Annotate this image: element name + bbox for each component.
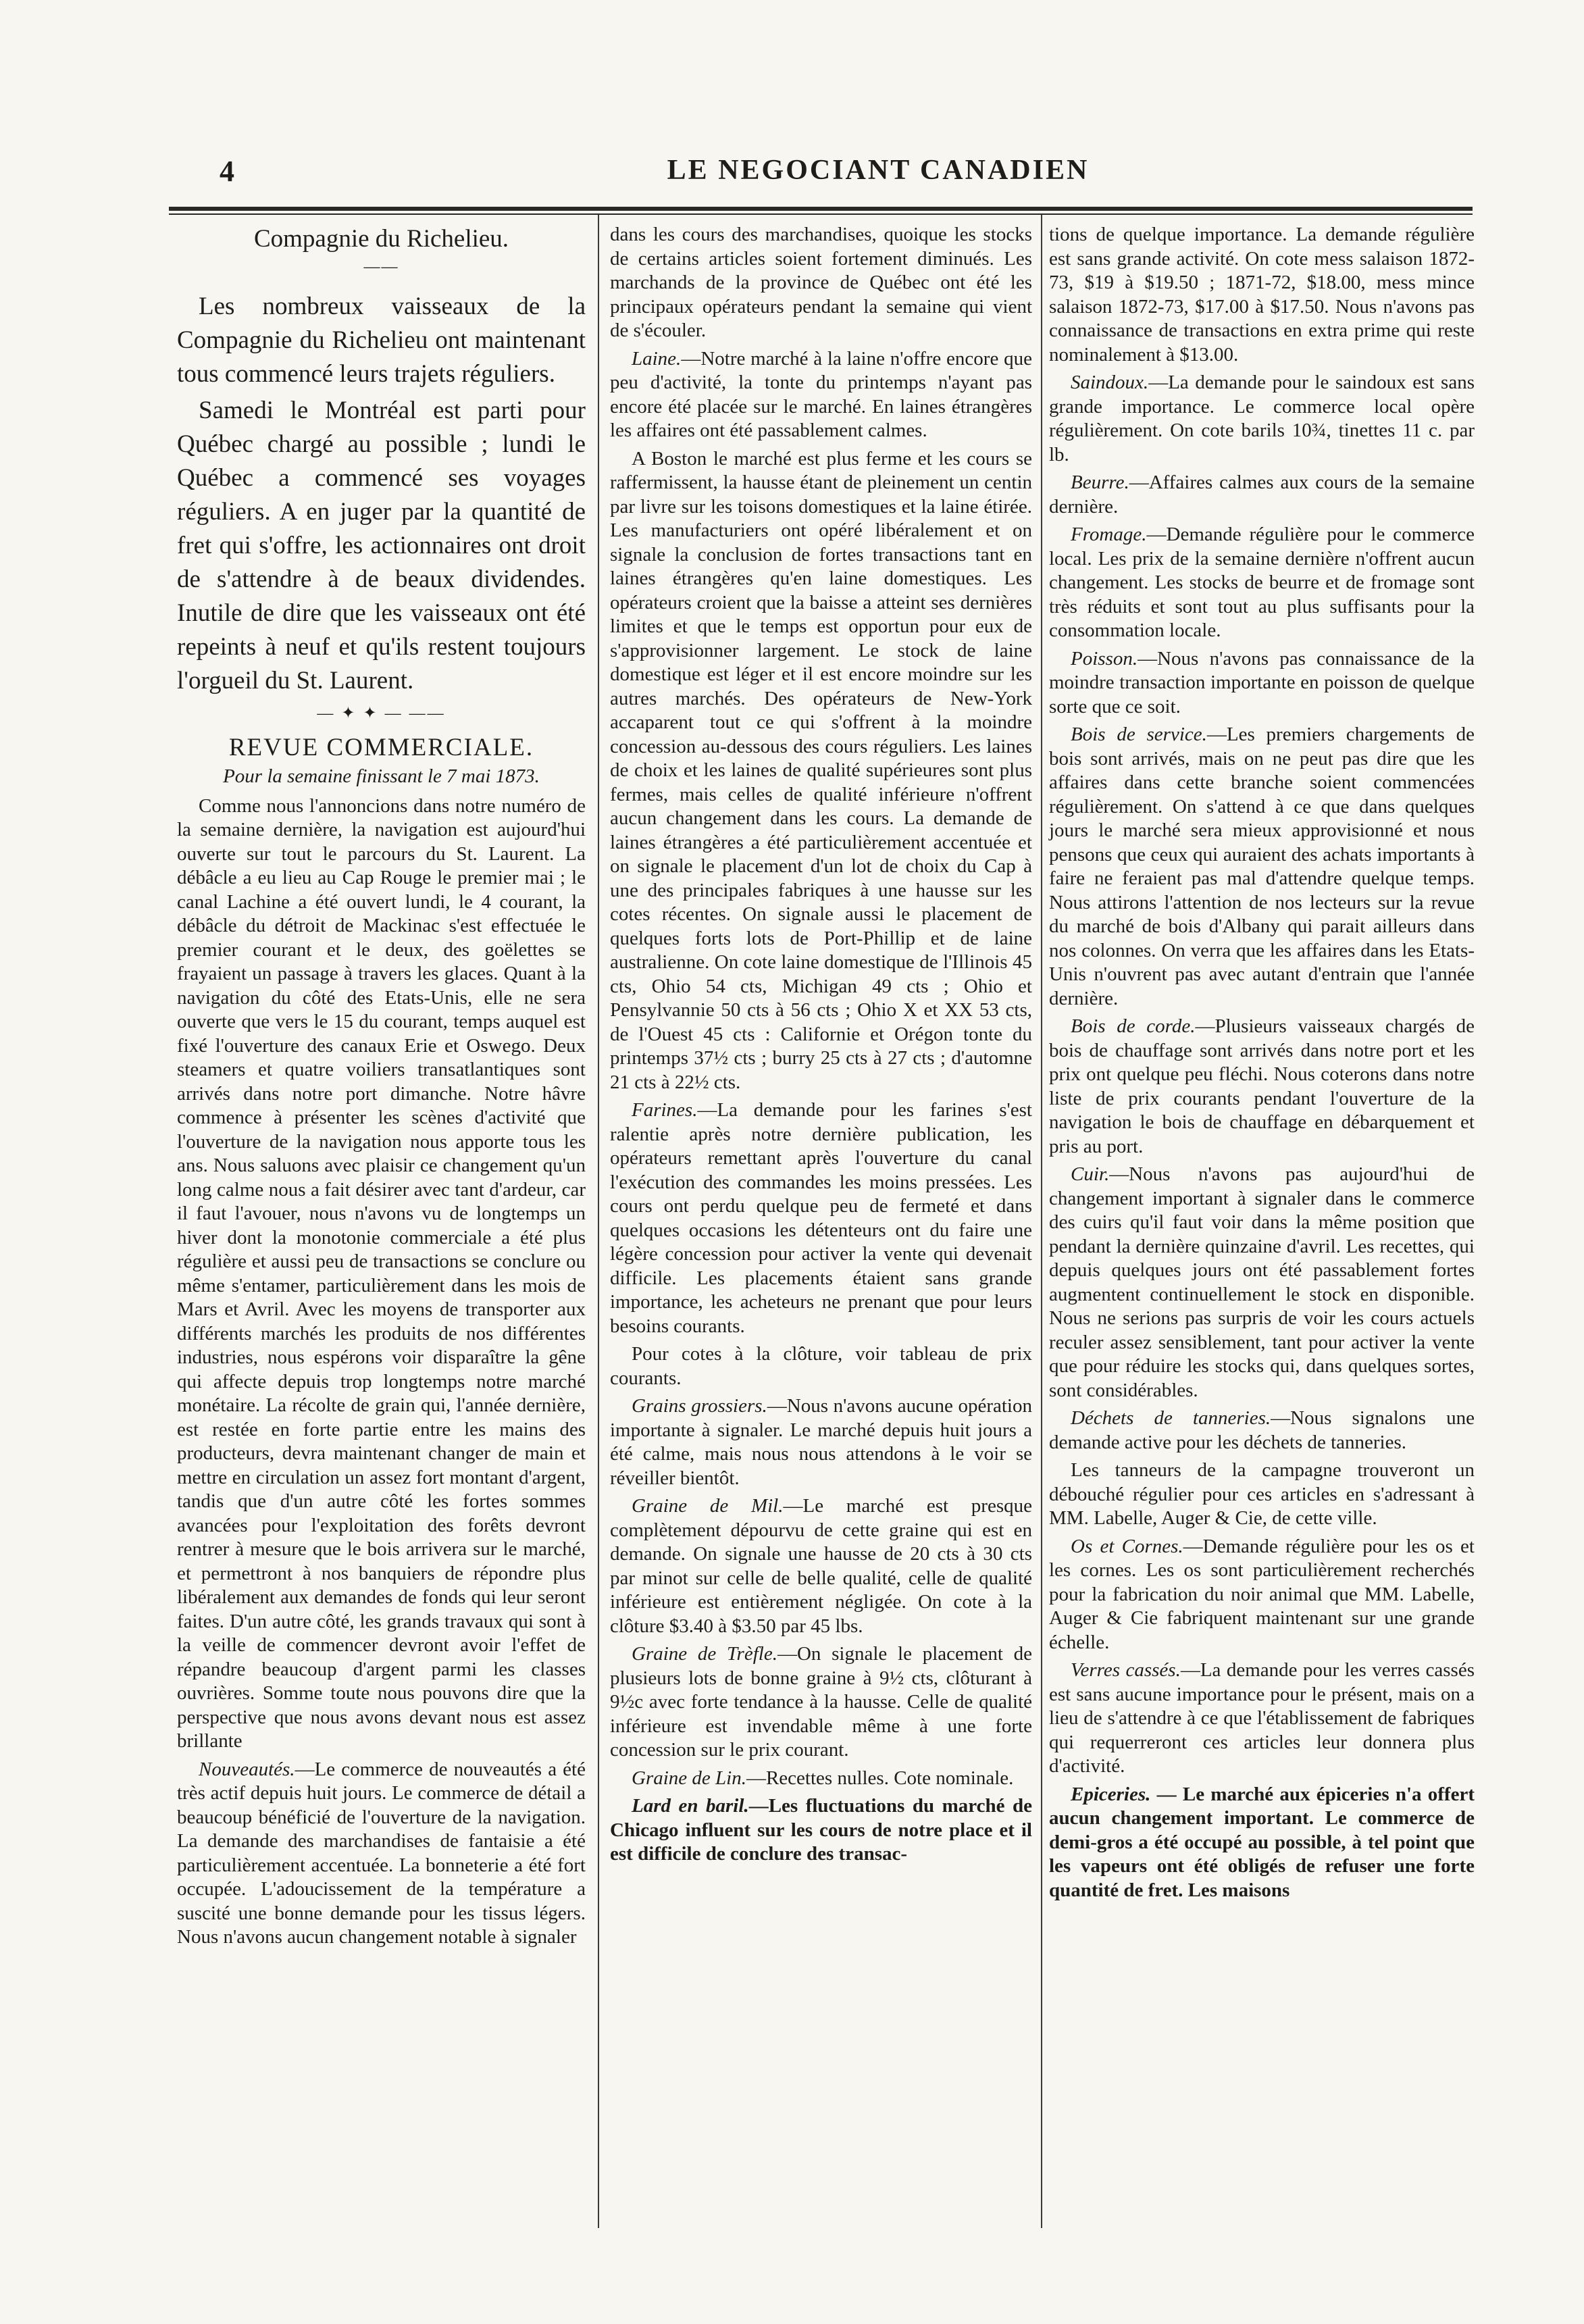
paragraph-text: —Plusieurs vaisseaux chargés de bois de chauffage sont arrivés dans notre port et les prix ont quelque peu fléchi. Nous coterons dans notre liste de prix courants pendant l'ouverture de la navigation le bois de chauffage en débarquement et pris au port.: [1049, 1015, 1475, 1157]
paragraph-lin: [610, 1767, 1032, 1791]
run-in-head: Os et Cornes.: [1071, 1535, 1183, 1557]
run-in-head: Laine.: [632, 347, 682, 370]
paragraph-text: —Nous signalons une demande active pour les déchets de tanneries.: [1049, 1407, 1475, 1453]
paragraph-text: —Demande régulière pour le commerce local. Les prix de la semaine dernière n'offrent aucun changement. Les stocks de beurre et de fromage sont très réduits et sont tout au plus suffisants pour la consommation locale.: [1049, 524, 1475, 641]
paragraph-text: —La demande pour les verres cassés est sans aucune importance pour le présent, mais on a lieu de s'attendre à ce que l'établissement de fabriques qui requerreront ces articles leur donnera plus d'activité.: [1049, 1659, 1475, 1777]
header-rule-thin: [169, 213, 1473, 215]
run-in-head: Graine de Trèfle.: [632, 1643, 777, 1665]
masthead-title: LE NEGOCIANT CANADIEN: [667, 155, 1090, 186]
run-in-head: Fromage.: [1071, 524, 1147, 545]
title-dash: ——: [363, 257, 399, 276]
column-divider: [598, 215, 599, 2228]
paragraph-bois-corde: [1049, 1015, 1475, 1159]
paragraph-dechets: [1049, 1407, 1475, 1455]
column-divider: [1041, 215, 1042, 2228]
paragraph-text: —Nous n'avons pas connaissance de la moindre transaction importante en poisson de quelque sorte que ce soit.: [1049, 647, 1475, 717]
paragraph-text: —Nous n'avons aucune opération importante à signaler. Le marché depuis huit jours a été calme, mais nous nous attendons à le voir se réveiller bientôt.: [610, 1395, 1032, 1489]
paragraph-text: —Les fluctuations du marché de Chicago influent sur les cours de notre place et il est difficile de conclure des transac-: [610, 1795, 1033, 1865]
paragraph-text: —Nous n'avons pas aujourd'hui de changement important à signaler dans le commerce des cuirs qu'il faut voir dans la même position que pendant la dernière quinzaine d'avril. Les recettes, qui depuis quelques jours ont été passablement fortes augmentent continuellement le stock en disponible. Nous ne serions pas surpris de voir les cours actuels reculer assez sensiblement, tant pour activer la vente que pour réduire les stocks qui, dans quelques sortes, sont considérables.: [1049, 1163, 1475, 1401]
run-in-head: Nouveautés.: [199, 1758, 295, 1780]
article-title-richelieu: Compagnie du Richelieu.: [253, 225, 509, 253]
paragraph: Les tanneurs de la campagne trouveront un débouché régulier pour ces articles en s'adressant à MM. Labelle, Auger & Cie, de cette ville.: [1049, 1459, 1475, 1529]
paragraph-cuir: [1049, 1163, 1475, 1403]
run-in-head: Epiceries.: [1071, 1783, 1151, 1805]
column-2: [610, 223, 1032, 1871]
run-in-head: Beurre.: [1071, 472, 1129, 493]
paragraph-text: — Le marché aux épiceries n'a offert aucun changement important. Le commerce de demi-gros a été occupé au possible, à tel point que les vapeurs ont été obligés de refuser une forte quantité de fret. Les maisons: [1049, 1783, 1475, 1901]
paragraph-mil: [610, 1494, 1032, 1638]
paragraph: dans les cours des marchandises, quoique les stocks de certains articles soient fortement diminués. Les marchands de la province de Québec ont été les principaux opérateurs pendant la semaine qui vient de s'écouler.: [610, 224, 1032, 341]
paragraph-beurre: [1049, 471, 1475, 519]
column-1: [177, 223, 586, 1954]
run-in-head: Cuir.: [1071, 1163, 1110, 1185]
paragraph-poisson: [1049, 647, 1475, 719]
paragraph-saindoux: [1049, 371, 1475, 467]
run-in-head: Graine de Mil.: [632, 1495, 784, 1517]
paragraph-text: —Les premiers chargements de bois sont arrivés, mais on ne peut pas dire que les affaires dans cette branche soient commencées régulièrement. On s'attend à ce que dans quelques jours le marché sera mieux approvisionné et nous pensons que ceux qui auraient des achats importants à faire ne feraient pas mal d'attendre quelque temps. Nous attirons l'attention de nos lecteurs sur la revue du marché de bois d'Albany qui parait ailleurs dans nos colonnes. On verra que les affaires dans les Etats-Unis n'ouvrent pas avec autant d'entrain que l'année dernière.: [1049, 724, 1475, 1009]
header-rule: [169, 207, 1473, 211]
paragraph-text: —La demande pour les farines s'est ralentie après notre dernière publication, les opérateurs remettant après l'ouverture du canal l'exécution des commandes les moins pressées. Les cours ont perdu quelque peu de fermeté et dans quelques occasions les détenteurs ont du faire une légère concession pour activer la vente qui devenait difficile. Les placements étaient sans grande importance, les acheteurs ne prenant que pour leurs besoins courants.: [610, 1099, 1032, 1337]
paragraph-text: —Le marché est presque complètement dépourvu de cette graine qui est en demande. On signale une hausse de 20 cts à 30 cts par minot sur celle de belle qualité, celle de qualité inférieure est entièrement négligée. On cote à la clôture $3.40 à $3.50 par 45 lbs.: [610, 1495, 1032, 1637]
run-in-head: Bois de corde.: [1071, 1015, 1196, 1037]
run-in-head: Lard en baril.: [632, 1795, 749, 1817]
paragraph-lard: [610, 1794, 1032, 1867]
paragraph-trefle: [610, 1642, 1032, 1763]
paragraph-epiceries: [1049, 1783, 1475, 1903]
paragraph: A Boston le marché est plus ferme et les cours se raffermissent, la hausse étant de pleinement un centin par livre sur les toisons domestiques et la laine étirée. Les manufacturiers ont opéré libéralement et on signale la conclusion de fortes transactions tant en laines étrangères qu'en laine domestiques. Les opérateurs croient que la baisse a atteint ses dernières limites et que le temps est opportun pour eux de s'approvisionner largement. Le stock de laine domestique est léger et il est encore moindre sur les autres marchés. Des opérateurs de New-York accaparent tout ce qui s'offrent à la moindre concession au-dessous des cours réguliers. Les laines de choix et les laines de qualité supérieures sont plus fermes, mais celles de qualité inférieure n'offrent aucun changement dans les cours. La demande de laines étrangères a été particulièrement accentuée et on signale le placement d'un lot de choix du Cap à une des principales fabriques à une hausse sur les cotes récentes. On signale aussi le placement de quelques forts lots de Port-Phillip et de laine australienne. On cote laine domestique de l'Illinois 45 cts, Ohio 54 cts, Michigan 49 cts ; Ohio et Pensylvannie 50 cts à 56 cts ; Ohio X et XX 53 cts, de l'Ouest 45 cts : Californie et Orégon tonte du printemps 37½ cts ; burry 25 cts à 27 cts ; d'automne 21 cts à 22½ cts.: [610, 447, 1032, 1093]
page-number: 4: [220, 155, 234, 188]
section-separator: — ✦ ✦ — ——: [317, 705, 446, 722]
paragraph: Comme nous l'annoncions dans notre numéro de la semaine dernière, la navigation est aujourd'hui ouverte sur tout le parcours du St. Laurent. La débâcle a eu lieu au Cap Rouge le premier mai ; le canal Lachine a été ouvert lundi, le 4 courant, la débâcle du détroit de Mackinac s'est effectuée le premier courant et le deux, des goëlettes se frayaient un passage à travers les glaces. Quant à la navigation du côté des Etats-Unis, elle ne sera ouverte que vers le 15 du courant, temps auquel est fixé l'ouverture des canaux Erie et Oswego. Deux steamers et quatre voiliers transatlantiques sont arrivés dans notre port dimanche. Notre hâvre commence à présenter les scènes d'activité que l'ouverture de la navigation nous apporte tous les ans. Nous saluons avec plaisir ce changement qu'un long calme nous a fait désirer avec tant d'ardeur, car il faut l'avouer, nous n'avons vu de longtemps un hiver dont la monotonie commerciale a été plus régulière et aussi peu de transactions se conclure ou même s'entamer, particulièrement dans les mois de Mars et Avril. Avec les moyens de transporter aux différents marchés les produits de nos différentes industries, nous espérons voir disparaître la gêne qui affecte depuis trop longtemps notre marché monétaire. La récolte de grain qui, l'année dernière, est restée en forte partie entre les mains des producteurs, devra maintenant changer de main et mettre en circulation un assez fort montant d'argent, tandis que d'un autre côté les fortes sommes avancées pour l'exploitation des forêts devront rentrer à mesure que le bois arrivera sur le marché, et permettront à nos banquiers de répondre plus libéralement aux demandes de fonds qui leur seront faites. D'un autre côté, les grands travaux qui sont à la veille de commencer devront avoir l'effet de répandre beaucoup d'argent parmi les classes ouvrières. Somme toute nous pouvons dire que la perspective que nous avons devant nous est assez brillante: [177, 794, 586, 1752]
paragraph-text: —Le commerce de nouveautés a été très actif depuis huit jours. Le commerce de détail a beaucoup bénéficié de l'ouverture de la navigation. La demande des marchandises de fantaisie a été particulièrement accentuée. La bonneterie a été fort occupée. L'adoucissement de la température a suscité une bonne demande pour les tissus légers. Nous n'avons aucun changement notable à signaler: [177, 1758, 586, 1948]
paragraph-text: —Notre marché à la laine n'offre encore que peu d'activité, la tonte du printemps n'ayant pas encore été placée sur le marché. En laines étrangères les affaires ont été passablement calmes.: [610, 347, 1032, 441]
run-in-head: Graine de Lin.: [632, 1767, 746, 1789]
column-3: [1049, 223, 1475, 1906]
paragraph-text: —La demande pour le saindoux est sans grande importance. Le commerce local opère régulièrement. On cote barils 10¾, tinettes 11 c. par lb.: [1049, 372, 1475, 465]
paragraph-text: —On signale le placement de plusieurs lots de bonne graine à 9½ cts, clôturant à 9½c avec forte tendance à la hausse. Celle de qualité inférieure est invendable même à une forte concession sur le prix courant.: [610, 1643, 1032, 1761]
run-in-head: Poisson.: [1071, 647, 1138, 670]
run-in-head: Farines.: [632, 1099, 698, 1121]
run-in-head: Bois de service.: [1071, 724, 1207, 745]
run-in-head: Saindoux.: [1071, 372, 1149, 393]
paragraph-fromage: [1049, 523, 1475, 643]
richelieu-article: [177, 290, 586, 698]
paragraph: tions de quelque importance. La demande régulière est sans grande activité. On cote mess salaison 1872-73, $19 à $19.50 ; 1871-72, $18.00, mess mince salaison 1872-73, $17.00 à $17.50. Nous n'avons pas connaissance de transactions en extra prime qui reste nominalement à $13.00.: [1049, 224, 1475, 365]
paragraph-os: [1049, 1535, 1475, 1655]
paragraph: Pour cotes à la clôture, voir tableau de prix courants.: [610, 1343, 1032, 1389]
article-title-revue: REVUE COMMERCIALE.: [228, 733, 534, 761]
paragraph-bois-service: [1049, 723, 1475, 1011]
paragraph-text: —Demande régulière pour les os et les cornes. Les os sont particulièrement recherchés pour la fabrication du noir animal que MM. Labelle, Auger & Cie fabriquent maintenant sur une grande échelle.: [1049, 1535, 1475, 1653]
paragraph-grains: [610, 1394, 1032, 1490]
paragraph-verres: [1049, 1659, 1475, 1779]
paragraph: Les nombreux vaisseaux de la Compagnie du Richelieu ont maintenant tous commencé leurs trajets réguliers.: [177, 293, 586, 388]
paragraph-text: —Recettes nulles. Cote nominale.: [746, 1767, 1014, 1789]
run-in-head: Déchets de tanneries.: [1071, 1407, 1271, 1429]
paragraph: Samedi le Montréal est parti pour Québec chargé au possible ; lundi le Québec a commencé ses voyages réguliers. A en juger par la quantité de fret qui s'offre, les actionnaires ont droit de s'attendre à de beaux dividendes. Inutile de dire que les vaisseaux ont été repeints à neuf et qu'ils restent toujours l'orgueil du St. Laurent.: [177, 397, 586, 694]
run-in-head: Grains grossiers.: [632, 1395, 767, 1417]
paragraph-nouveautes: [177, 1758, 586, 1950]
run-in-head: Verres cassés.: [1071, 1659, 1181, 1681]
paragraph-laine: [610, 347, 1032, 443]
paragraph-farines: [610, 1098, 1032, 1338]
article-subtitle: Pour la semaine finissant le 7 mai 1873.: [223, 765, 540, 787]
paragraph-text: —Affaires calmes aux cours de la semaine dernière.: [1049, 472, 1475, 517]
